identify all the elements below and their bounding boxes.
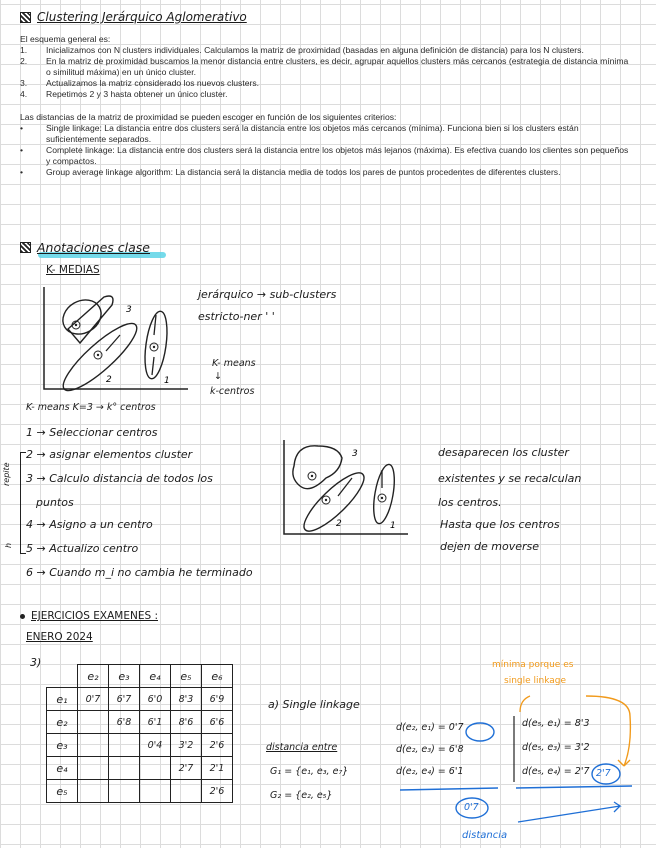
question-number: 3) [30, 656, 42, 669]
section1-body [20, 34, 630, 178]
arrow-down-icon: ↓ [214, 371, 222, 382]
intro-text: El esquema general es: [20, 34, 111, 44]
kmeans-diagram-2 [280, 438, 410, 538]
kmeans-diagram-1 [40, 285, 190, 393]
kmeans-line: K- means K=3 → k° centros [26, 402, 156, 413]
cluster-label: 1 [390, 521, 396, 531]
criteria-item: • Complete linkage: La distancia entre dos clusters será la distancia entre los objetos más lejanos (máxima). Es efectiva cuando los clientes son pequeños y compactos. [20, 145, 629, 166]
table-row: e₅ 2'6 [47, 780, 233, 803]
repite-label: repite [2, 462, 11, 486]
step-item: 3. Actualizamos la matriz considerado los nuevos clusters. [20, 78, 260, 88]
distance-left: d(e₂, e₃) = 6'8 [396, 744, 464, 755]
table-header: e₆ [202, 665, 233, 688]
criteria-intro: Las distancias de la matriz de proximidad se pueden escoger en función de los siguientes criterios: [20, 112, 397, 122]
table-row: e₂ 6'8 6'1 8'6 6'6 [47, 711, 233, 734]
distancia-entre-label: distancia entre [266, 742, 338, 753]
note-kcentros: k-centros [210, 386, 255, 397]
algo-step: 6 → Cuando m_i no cambia he terminado [26, 566, 253, 579]
table-header: e₃ [109, 665, 140, 688]
note-desap: dejen de moverse [440, 540, 540, 553]
step-item: 2. En la matriz de proximidad buscamos la menor distancia entre clusters, es decir, agrupar aquellos clusters más cercanos (estrategia de distancia mínima o similitud máxima) en un único cluster. [20, 56, 629, 77]
note-jerarquico: jerárquico → sub-clusters [198, 288, 337, 301]
group-g2: G₂ = {e₂, e₅} [270, 790, 333, 801]
criteria-item: • Group average linkage algorithm: La distancia será la distancia media de todos los pares de puntos procedentes de diferentes clusters. [20, 167, 561, 177]
step-item: 4. Repetimos 2 y 3 hasta obtener un único cluster. [20, 89, 228, 99]
table-header: e₂ [78, 665, 109, 688]
min-left-value: 0'7 [464, 802, 479, 813]
exam-subtitle: ENERO 2024 [26, 631, 93, 643]
section1-heading [20, 10, 247, 24]
table-row [47, 665, 233, 688]
distance-right: d(e₅, e₄) = 2'7 [522, 766, 590, 777]
distance-right: d(e₅, e₃) = 3'2 [522, 742, 590, 753]
orange-note: mínima porque es [492, 660, 574, 670]
note-desap: desaparecen los cluster [438, 446, 569, 459]
section2-heading [20, 240, 150, 255]
single-linkage-label: a) Single linkage [268, 698, 360, 711]
note-estricto: estricto-ner ' ' [198, 310, 275, 323]
kmedias-subtitle: K- MEDIAS [46, 264, 100, 276]
note-desap: los centros. [438, 496, 502, 509]
table-row: e₁ 0'7 6'7 6'0 8'3 6'9 [47, 688, 233, 711]
orange-note: single linkage [504, 676, 567, 686]
step-item: 1. Inicializamos con N clusters individuales. Calculamos la matriz de proximidad (basadas en alguna definición de distancia) para los N clusters. [20, 45, 584, 55]
algo-step: 4 → Asigno a un centro [26, 518, 153, 531]
distance-left: d(e₂, e₁) = 0'7 [396, 722, 464, 733]
algo-step: 2 → asignar elementos cluster [26, 448, 193, 461]
algo-step: 1 → Seleccionar centros [26, 426, 158, 439]
distancia-blue-label: distancia [462, 830, 508, 841]
note-desap: Hasta que los centros [440, 518, 560, 531]
cluster-label: 3 [352, 449, 358, 459]
repeat-brace [20, 452, 26, 554]
algo-step: 5 → Actualizo centro [26, 542, 139, 555]
algo-step: puntos [36, 496, 74, 509]
distance-left: d(e₂, e₄) = 6'1 [396, 766, 464, 777]
table-row: e₃ 0'4 3'2 2'6 [47, 734, 233, 757]
hasta-label: h [4, 542, 13, 548]
algo-step: 3 → Calculo distancia de todos los [26, 472, 213, 485]
section3-title: EJERCICIOS EXAMENES : [31, 610, 158, 622]
table-row: e₄ 2'7 2'1 [47, 757, 233, 780]
criteria-item: • Single linkage: La distancia entre dos clusters será la distancia entre los objetos más cercanos (mínima). Funciona bien si los clusters están suficientemente separados. [20, 123, 579, 144]
note-kmeans: K- means [212, 358, 256, 369]
table-header: e₅ [171, 665, 202, 688]
heading-square-icon [20, 242, 31, 253]
distance-matrix [46, 664, 233, 803]
distance-right: d(e₅, e₁) = 8'3 [522, 718, 590, 729]
cluster-label: 2 [106, 375, 112, 385]
section1-title: Clustering Jerárquico Aglomerativo [37, 10, 247, 24]
group-g1: G₁ = {e₁, e₃, e₇} [270, 766, 349, 777]
cluster-label: 2 [336, 519, 342, 529]
table-header: e₄ [140, 665, 171, 688]
section2-title: Anotaciones clase [37, 240, 150, 255]
heading-square-icon [20, 12, 31, 23]
cluster-label: 3 [126, 305, 132, 315]
section3-heading [20, 610, 158, 622]
cluster-label: 1 [164, 376, 170, 386]
bullet-dot-icon [20, 614, 25, 619]
min-right-value: 2'7 [596, 768, 611, 779]
note-desap: existentes y se recalculan [438, 472, 582, 485]
